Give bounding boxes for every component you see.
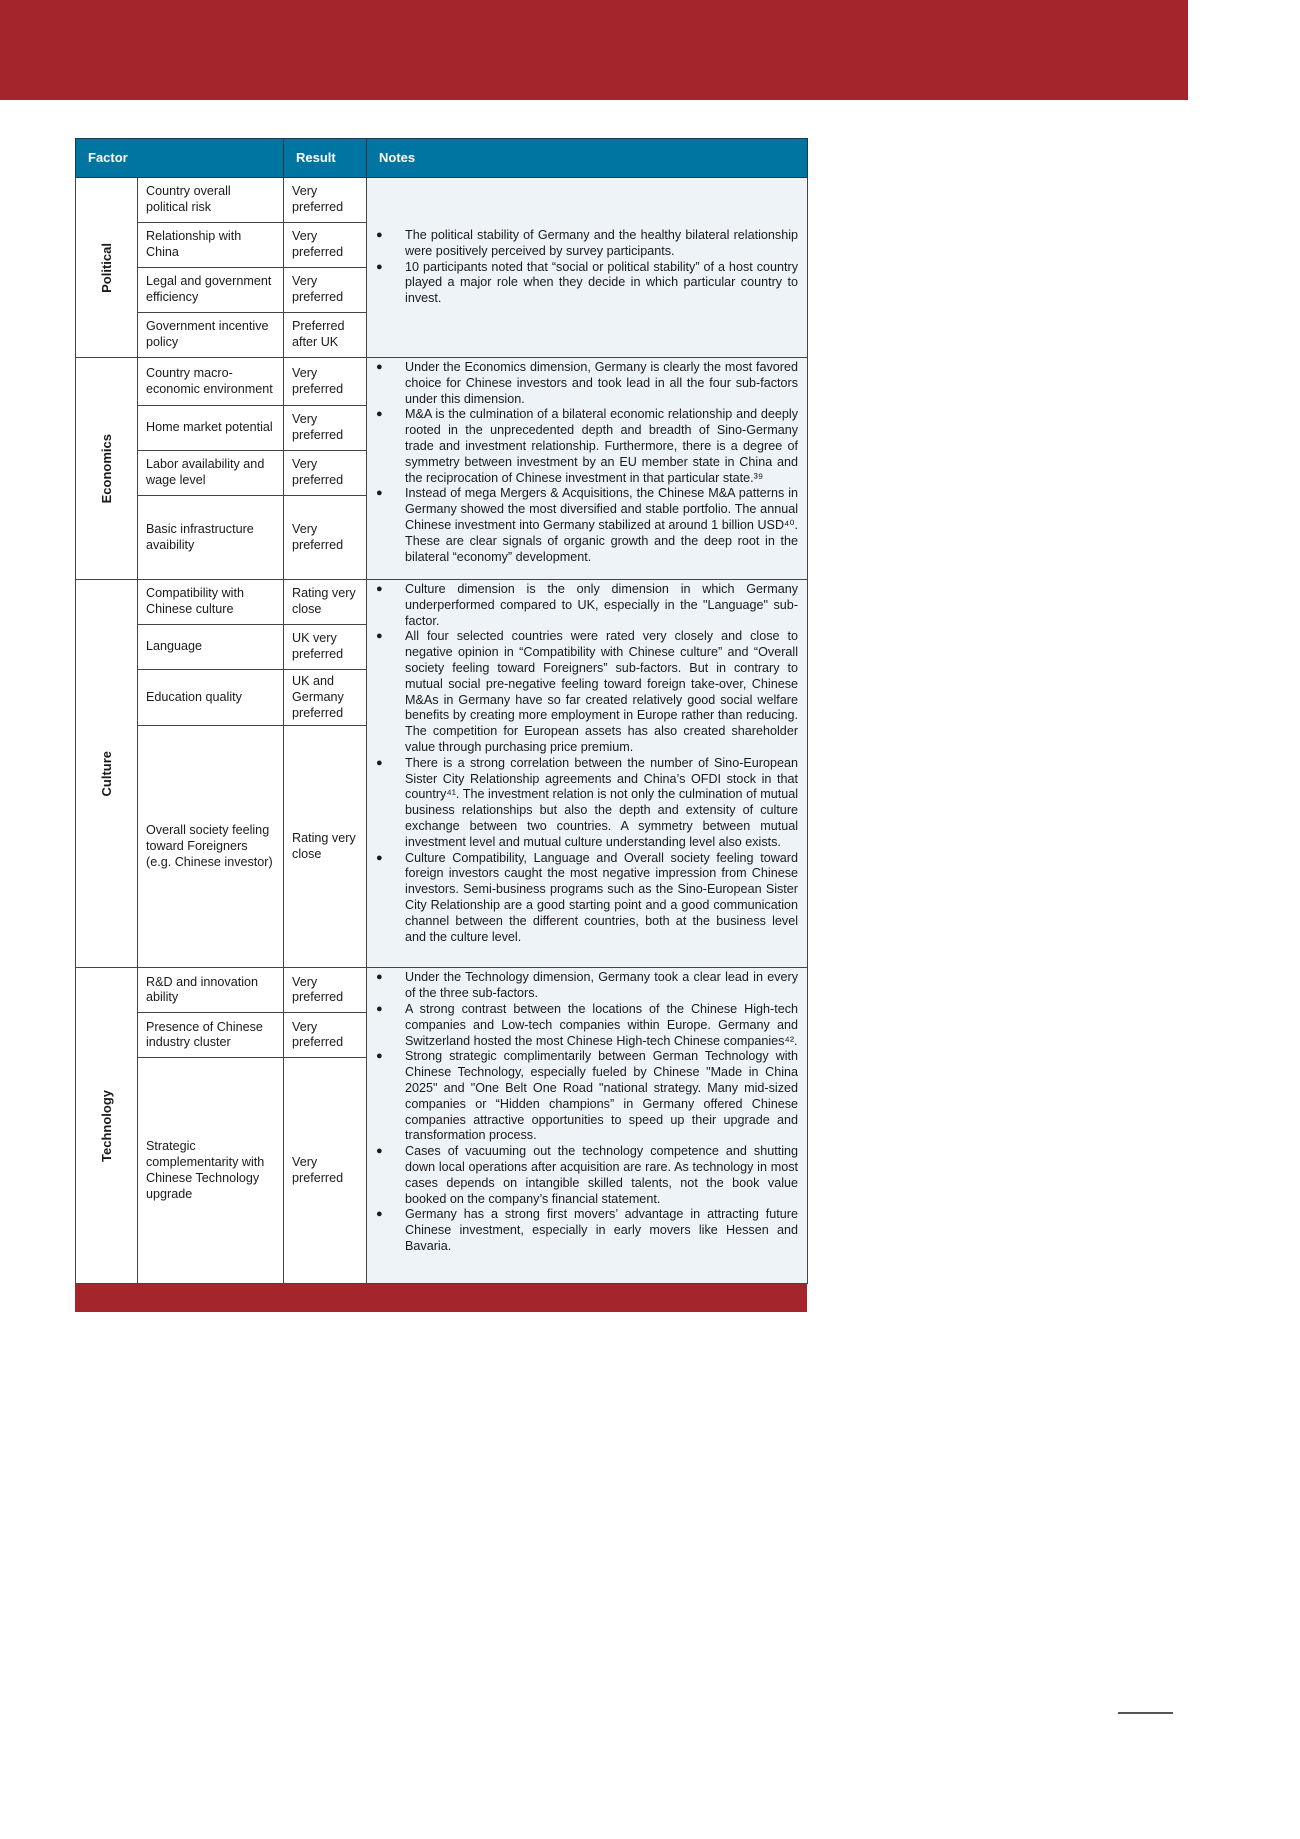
- bullet-icon: ●: [376, 361, 383, 373]
- result-cell: UK and Germany preferred: [284, 670, 367, 726]
- factor-cell: Education quality: [138, 670, 284, 726]
- list-item: ● M&A is the culmination of a bilateral economic relationship and deeply rooted in the unprecedented depth and breadth of Sino-Germany trade and investment relationship. Furthermore, there is a degree of symmetry between investment by an EU member state in China and the reciprocation of Chinese investment in that particular state.³⁹: [376, 407, 799, 485]
- factor-cell: Language: [138, 625, 284, 670]
- dimension-political: [76, 178, 138, 358]
- top-banner: [0, 0, 1188, 100]
- factor-cell: Compatibility with Chinese culture: [138, 580, 284, 625]
- bullet-icon: ●: [376, 229, 383, 241]
- header-result: Result: [284, 139, 367, 178]
- factor-cell: Basic infrastructure avaibility: [138, 496, 284, 580]
- list-item: ● Culture dimension is the only dimension in which Germany underperformed compared to UK, especially in the "Language" sub-factor.: [376, 582, 799, 628]
- header-factor: Factor: [76, 139, 284, 178]
- dimension-economics: [76, 358, 138, 580]
- table-header-row: [76, 139, 808, 178]
- bullet-icon: ●: [376, 260, 383, 273]
- factor-cell: Overall society feeling toward Foreigners (e.g. Chinese investor): [138, 726, 284, 968]
- dimension-label: Technology: [98, 1089, 114, 1162]
- list-item: ● The political stability of Germany and the healthy bilateral relationship were positively perceived by survey participants.: [376, 228, 799, 258]
- header-notes: Notes: [367, 139, 808, 178]
- list-item: ● Under the Economics dimension, Germany is clearly the most favored choice for Chinese investors and took lead in all the four sub-factors under this dimension.: [376, 360, 799, 406]
- bullet-icon: ●: [376, 1208, 383, 1221]
- list-item: ● Strong strategic complimentarily between German Technology with Chinese Technology, especially fueled by Chinese "Made in China 2025" and "One Belt One Road "national strategy. Many mid-sized companies or “Hidden champions” in Germany offered Chinese companies attractive opportunities to speed up their upgrade and transformation process.: [376, 1049, 799, 1143]
- dimension-label: Political: [98, 242, 114, 293]
- factor-cell: Country macro-economic environment: [138, 358, 284, 406]
- result-cell: Very preferred: [284, 1013, 367, 1058]
- list-item: ● 10 participants noted that “social or political stability” of a host country played a major role when they decide in which particular country to invest.: [376, 259, 799, 306]
- list-item: ● All four selected countries were rated very closely and close to negative opinion in “Compatibility with Chinese culture” and “Overall society feeling toward Foreigners” sub-factors. But in contrary to mutual social pre-negative feeling toward foreign take-over, Chinese M&As in Germany have so far created relatively good social welfare benefits by creating more employment in Europe rather than reducing. The competition for European assets has also created shareholder value through purchasing price premium.: [376, 629, 799, 754]
- result-cell: Preferred after UK: [284, 313, 367, 358]
- factor-table: [75, 138, 808, 1284]
- bullet-icon: ●: [376, 583, 383, 595]
- list-item: ● Germany has a strong first movers’ advantage in attracting future Chinese investment, especially in early movers like Hessen and Bavaria.: [376, 1207, 799, 1253]
- result-cell: Very preferred: [284, 406, 367, 451]
- factor-cell: Home market potential: [138, 406, 284, 451]
- factor-cell: Government incentive policy: [138, 313, 284, 358]
- bullet-icon: ●: [376, 756, 383, 769]
- factor-table-container: [75, 138, 807, 1312]
- factor-cell: Labor availability and wage level: [138, 451, 284, 496]
- dimension-label: Economics: [98, 433, 114, 504]
- bullet-icon: ●: [376, 1145, 383, 1158]
- notes-economics: [367, 358, 808, 580]
- list-item: ● Under the Technology dimension, Germany took a clear lead in every of the three sub-factors.: [376, 970, 799, 1001]
- table-row: [76, 580, 808, 625]
- notes-technology: [367, 968, 808, 1284]
- factor-cell: Presence of Chinese industry cluster: [138, 1013, 284, 1058]
- result-cell: Very preferred: [284, 1058, 367, 1284]
- result-cell: Very preferred: [284, 496, 367, 580]
- dimension-technology: [76, 968, 138, 1284]
- bullet-icon: ●: [376, 971, 383, 984]
- result-cell: Rating very close: [284, 580, 367, 625]
- list-item: ● There is a strong correlation between the number of Sino-European Sister City Relationship agreements and China’s OFDI stock in that country⁴¹. The investment relation is not only the culmination of mutual business relationships but also the depth and extensity of culture exchange between two countries. A symmetry between mutual investment level and mutual culture understanding level also exists.: [376, 755, 799, 849]
- list-item: ● Instead of mega Mergers & Acquisitions, the Chinese M&A patterns in Germany showed the most diversified and stable portfolio. The annual Chinese investment into Germany stabilized at around 1 billion USD⁴⁰. These are clear signals of organic growth and the deep root in the bilateral “economy” development.: [376, 486, 799, 564]
- table-row: [76, 968, 808, 1013]
- result-cell: UK very preferred: [284, 625, 367, 670]
- factor-cell: Legal and government efficiency: [138, 268, 284, 313]
- result-cell: Very preferred: [284, 223, 367, 268]
- notes-political: [367, 178, 808, 358]
- bullet-icon: ●: [376, 851, 383, 864]
- result-cell: Rating very close: [284, 726, 367, 968]
- bullet-icon: ●: [376, 487, 383, 500]
- table-row: [76, 358, 808, 406]
- bullet-icon: ●: [376, 1002, 383, 1015]
- bullet-icon: ●: [376, 408, 383, 421]
- table-footer-bar: [75, 1284, 807, 1312]
- result-cell: Very preferred: [284, 451, 367, 496]
- factor-cell: Strategic complementarity with Chinese Technology upgrade: [138, 1058, 284, 1284]
- factor-cell: R&D and innovation ability: [138, 968, 284, 1013]
- table-row: [76, 178, 808, 223]
- dimension-label: Culture: [98, 750, 114, 797]
- result-cell: Very preferred: [284, 358, 367, 406]
- list-item: ● Culture Compatibility, Language and Overall society feeling toward foreign investors caught the most negative impression from Chinese investors. Semi-business programs such as the Sino-European Sister City Relationship are a good starting point and a good communication channel between the different countries, both at the business level and the culture level.: [376, 850, 799, 944]
- list-item: ● Cases of vacuuming out the technology competence and shutting down local operations after acquisition are rare. As technology in most cases depends on intangible skilled talents, not the book value booked on the company’s financial statement.: [376, 1144, 799, 1206]
- page-number-rule: [1118, 1712, 1173, 1714]
- result-cell: Very preferred: [284, 268, 367, 313]
- dimension-culture: [76, 580, 138, 968]
- bullet-icon: ●: [376, 1050, 383, 1063]
- bullet-icon: ●: [376, 630, 383, 643]
- factor-cell: Country overall political risk: [138, 178, 284, 223]
- list-item: ● A strong contrast between the locations of the Chinese High-tech companies and Low-tech companies within Europe. Germany and Switzerland hosted the most Chinese High-tech Chinese companies⁴².: [376, 1001, 799, 1048]
- result-cell: Very preferred: [284, 968, 367, 1013]
- notes-culture: [367, 580, 808, 968]
- factor-cell: Relationship with China: [138, 223, 284, 268]
- result-cell: Very preferred: [284, 178, 367, 223]
